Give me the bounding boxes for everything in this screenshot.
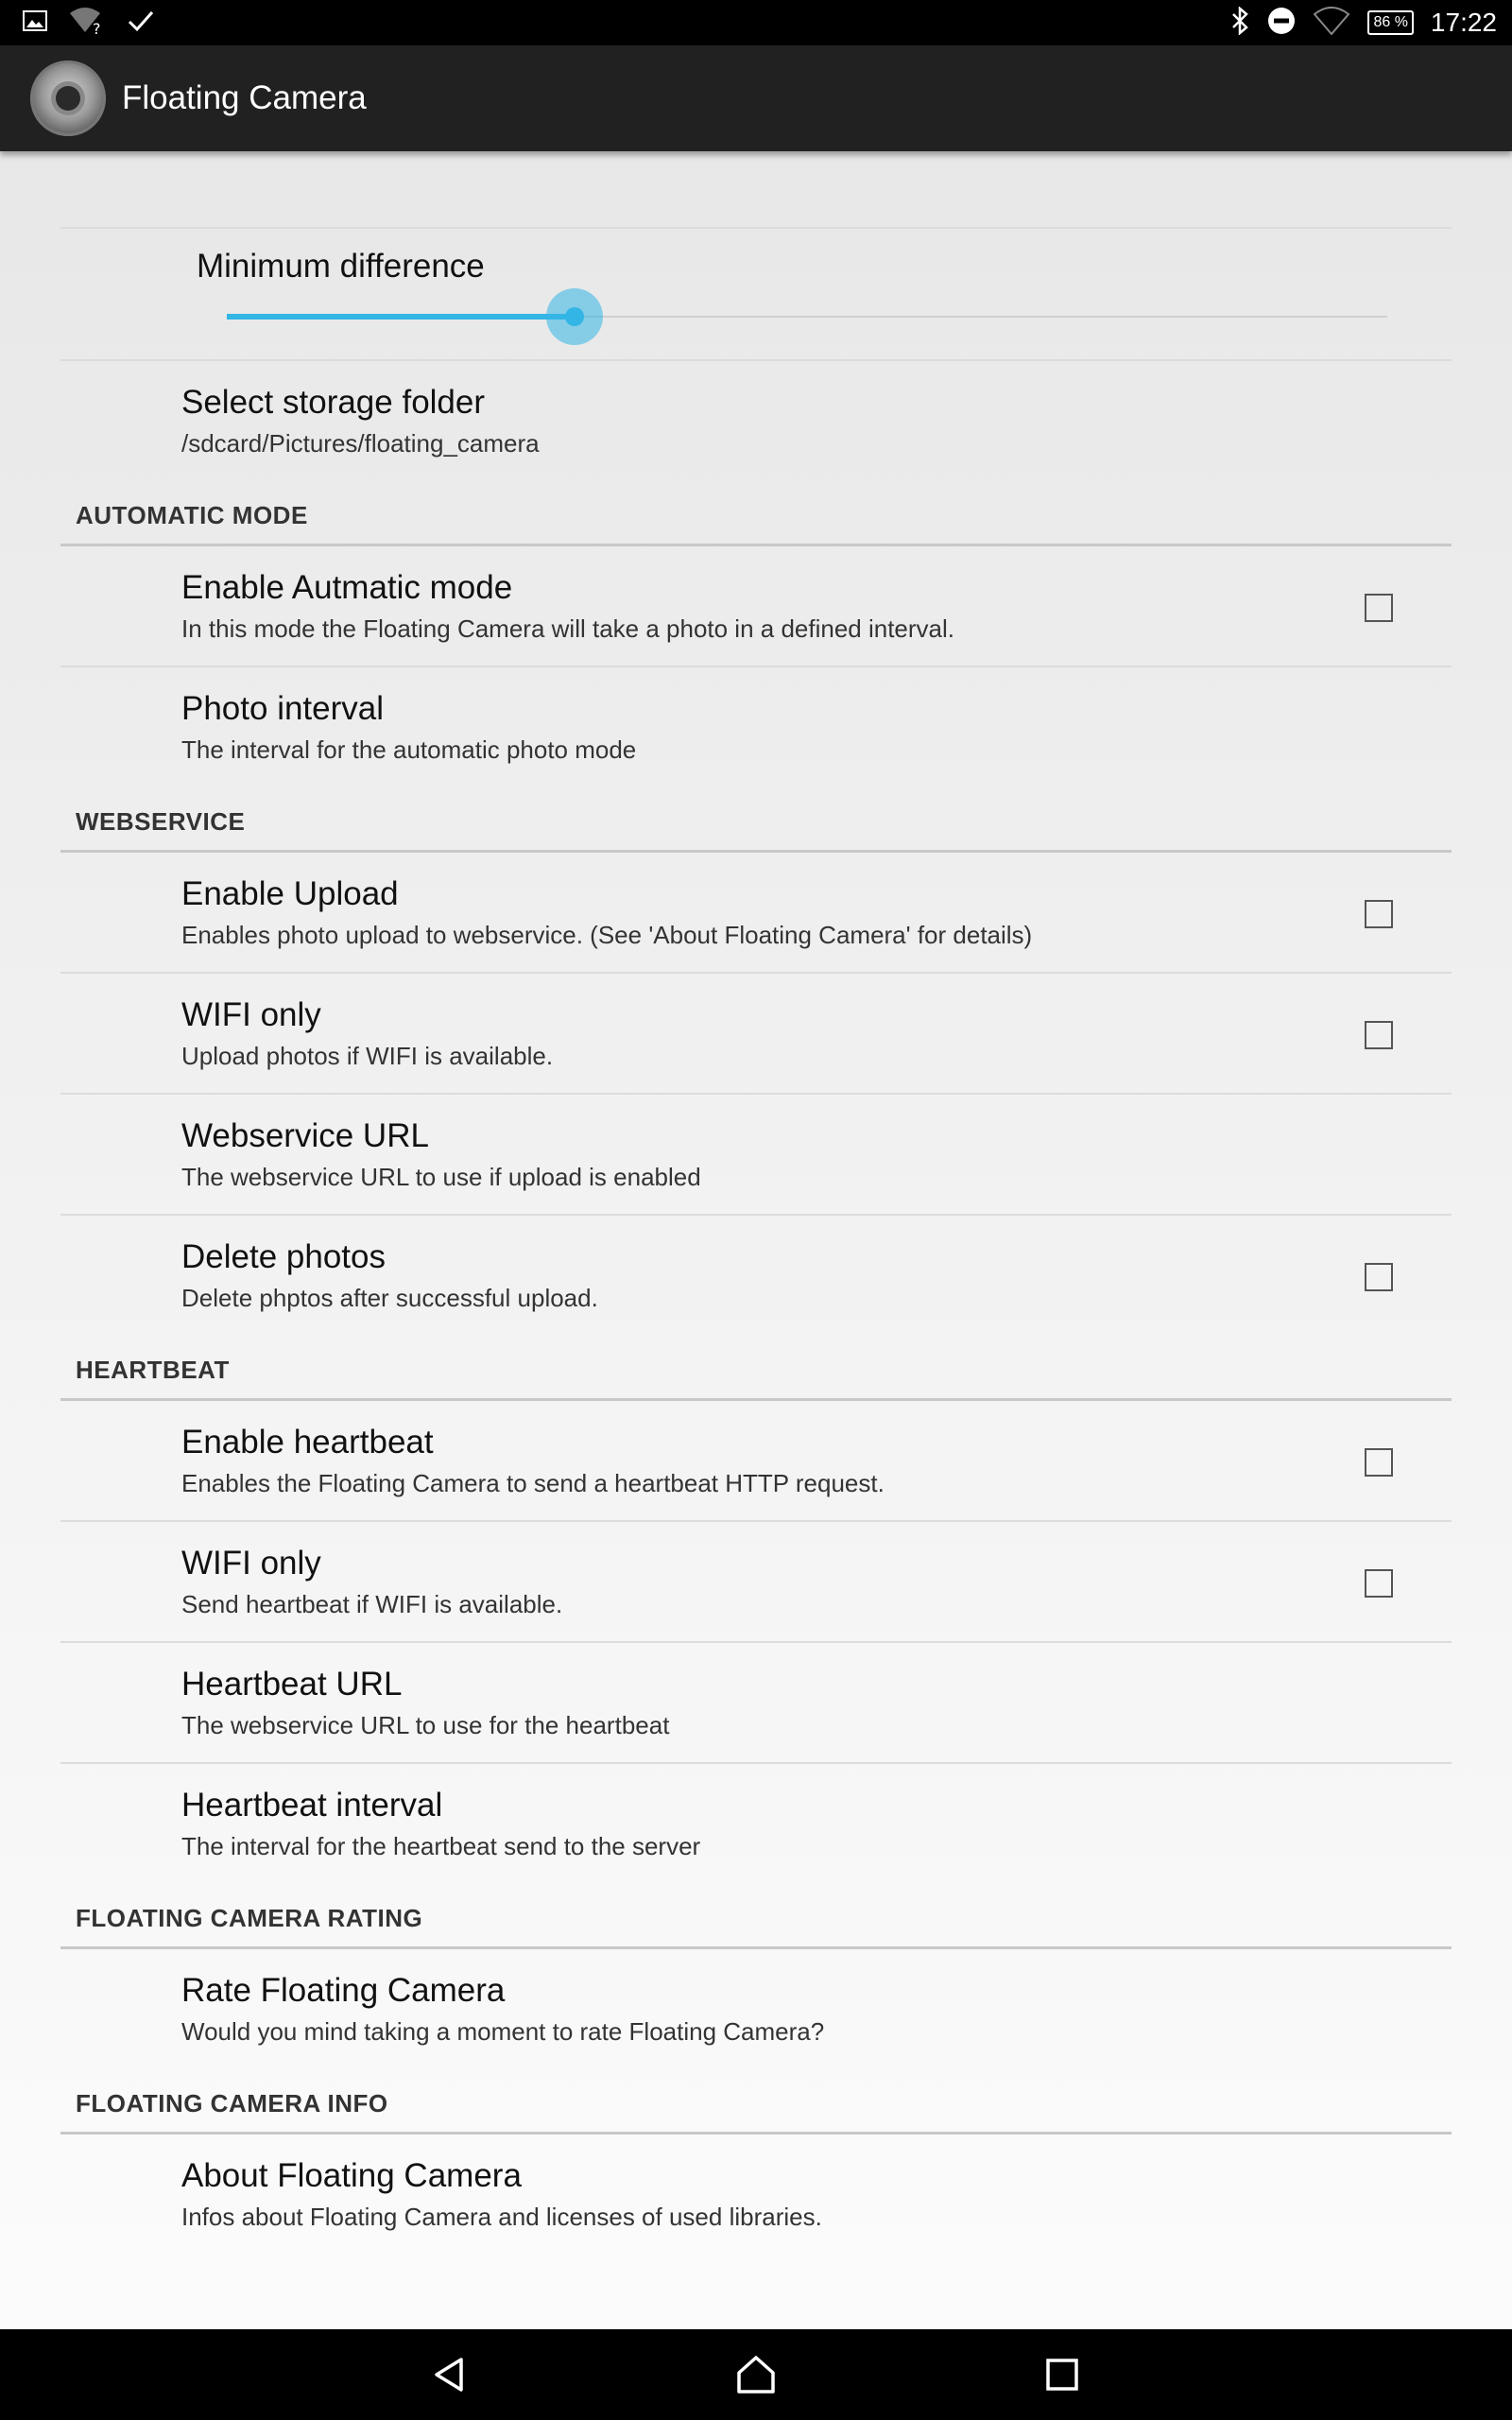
category-rating — [60, 1885, 1452, 1949]
pref-summary: Delete phptos after successful upload. — [181, 1284, 598, 1312]
pref-summary: Infos about Floating Camera and licenses of used libraries. — [181, 2203, 822, 2231]
pref-title: Webservice URL — [181, 1117, 429, 1154]
category-title: HEARTBEAT — [76, 1356, 230, 1384]
heartbeat-url-pref[interactable] — [60, 1643, 1452, 1764]
pref-title: Photo interval — [181, 690, 385, 727]
upload-wifi-only-pref[interactable] — [60, 974, 1452, 1095]
home-icon[interactable] — [728, 2346, 784, 2403]
category-automatic-mode — [60, 482, 1452, 546]
heartbeat-wifi-only-checkbox[interactable] — [1365, 1569, 1393, 1598]
slider-thumb[interactable] — [565, 307, 584, 326]
delete-photos-pref[interactable] — [60, 1216, 1452, 1337]
heartbeat-wifi-only-pref[interactable] — [60, 1522, 1452, 1643]
delete-photos-checkbox[interactable] — [1365, 1263, 1393, 1291]
image-notification-icon — [23, 9, 47, 37]
wifi-icon — [1313, 7, 1350, 40]
action-bar — [0, 45, 1512, 151]
wifi-question-icon — [68, 6, 106, 41]
upload-wifi-only-checkbox[interactable] — [1365, 1021, 1393, 1049]
category-title: WEBSERVICE — [76, 807, 246, 836]
back-icon[interactable] — [421, 2346, 478, 2403]
enable-upload-pref[interactable] — [60, 853, 1452, 974]
bluetooth-icon — [1229, 7, 1250, 40]
pref-summary: The interval for the heartbeat send to the server — [181, 1832, 701, 1860]
status-bar — [0, 0, 1512, 45]
enable-automatic-mode-pref[interactable] — [60, 546, 1452, 667]
pref-summary: Send heartbeat if WIFI is available. — [181, 1590, 563, 1618]
pref-title: Delete photos — [181, 1238, 386, 1275]
category-heartbeat — [60, 1337, 1452, 1401]
svg-text:?: ? — [93, 19, 101, 36]
pref-summary: Would you mind taking a moment to rate Floating Camera? — [181, 2017, 825, 2046]
minimum-difference-pref — [60, 229, 1452, 361]
photo-interval-pref[interactable] — [60, 667, 1452, 788]
navigation-bar — [0, 2329, 1512, 2420]
pref-title: WIFI only — [181, 996, 321, 1033]
rate-floating-camera-pref[interactable] — [60, 1949, 1452, 2070]
category-title: AUTOMATIC MODE — [76, 501, 308, 529]
pref-title: WIFI only — [181, 1545, 321, 1582]
slider-fill — [227, 314, 575, 320]
check-icon — [127, 9, 155, 38]
pref-summary: Enables photo upload to webservice. (See 'About Floating Camera' for details) — [181, 921, 1033, 949]
clock: 17:22 — [1430, 8, 1497, 37]
pref-summary: Enables the Floating Camera to send a heartbeat HTTP request. — [181, 1469, 885, 1497]
slider-label: Minimum difference — [197, 248, 485, 285]
enable-heartbeat-pref[interactable] — [60, 1401, 1452, 1522]
pref-title: Rate Floating Camera — [181, 1972, 506, 2009]
category-webservice — [60, 788, 1452, 853]
pref-summary: Upload photos if WIFI is available. — [181, 1042, 554, 1070]
category-title: FLOATING CAMERA RATING — [76, 1904, 423, 1932]
app-logo[interactable] — [30, 60, 106, 136]
pref-summary: The webservice URL to use if upload is enabled — [181, 1163, 701, 1191]
pref-title: Enable Upload — [181, 875, 399, 912]
battery-indicator: 86 % — [1367, 10, 1413, 35]
settings-list — [60, 151, 1452, 2256]
pref-title: Heartbeat URL — [181, 1666, 403, 1703]
pref-title: Heartbeat interval — [181, 1787, 443, 1824]
pref-summary: /sdcard/Pictures/floating_camera — [181, 429, 540, 458]
pref-summary: The webservice URL to use for the heartbeat — [181, 1711, 670, 1739]
recents-icon[interactable] — [1034, 2346, 1091, 2403]
about-floating-camera-pref[interactable] — [60, 2135, 1452, 2256]
category-title: FLOATING CAMERA INFO — [76, 2089, 388, 2118]
enable-upload-checkbox[interactable] — [1365, 900, 1393, 928]
select-storage-folder-pref[interactable] — [60, 361, 1452, 482]
pref-summary: The interval for the automatic photo mode — [181, 735, 637, 764]
pref-title: About Floating Camera — [181, 2157, 522, 2194]
enable-automatic-mode-checkbox[interactable] — [1365, 594, 1393, 622]
pref-summary: In this mode the Floating Camera will take a photo in a defined interval. — [181, 614, 955, 643]
pref-title: Select storage folder — [181, 384, 486, 421]
webservice-url-pref[interactable] — [60, 1095, 1452, 1216]
do-not-disturb-icon — [1267, 7, 1296, 40]
pref-title: Enable heartbeat — [181, 1424, 434, 1461]
page-title: Floating Camera — [122, 79, 367, 116]
enable-heartbeat-checkbox[interactable] — [1365, 1448, 1393, 1477]
pref-title: Enable Autmatic mode — [181, 569, 513, 606]
category-info — [60, 2070, 1452, 2135]
heartbeat-interval-pref[interactable] — [60, 1764, 1452, 1885]
minimum-difference-slider[interactable] — [227, 316, 1387, 318]
